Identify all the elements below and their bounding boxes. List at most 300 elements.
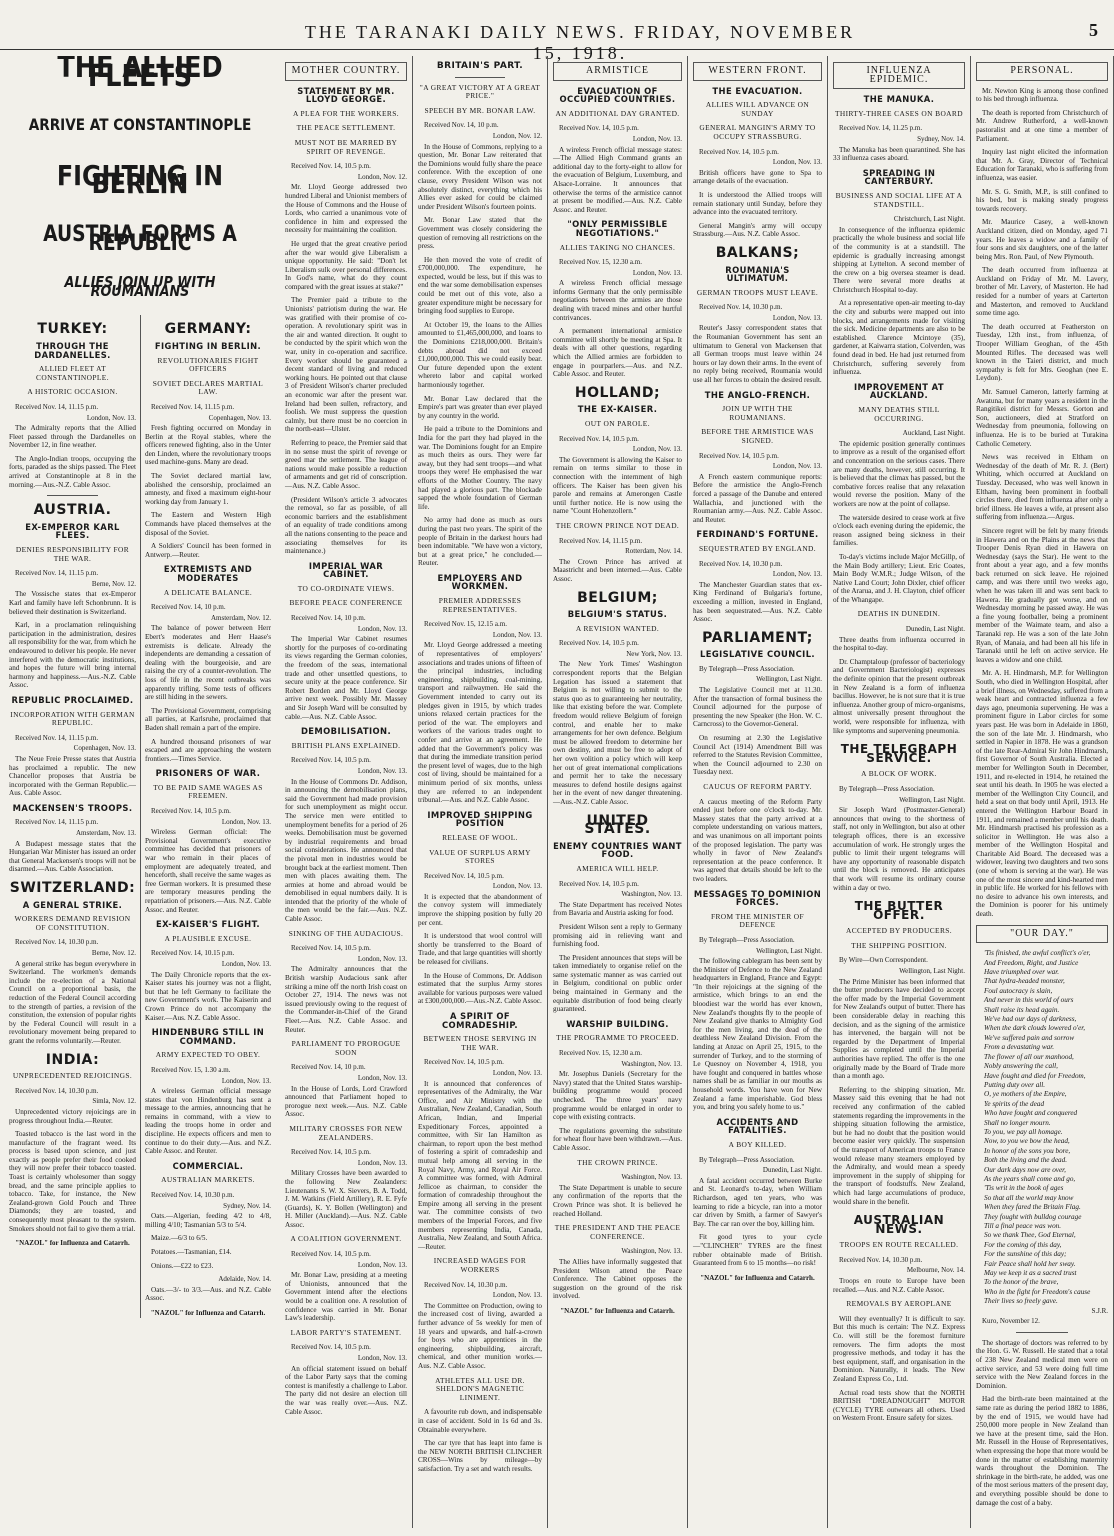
dateline: Sydney, Nov. 14. bbox=[223, 1201, 271, 1210]
kicker: REMOVALS BY AEROPLANE bbox=[846, 1299, 952, 1309]
kicker: CAUCUS OF REFORM PARTY. bbox=[703, 782, 812, 791]
article-paragraph: The State Department has received Notes from Bavaria and Austria asking for food. bbox=[553, 900, 682, 918]
received-line: Received Nov. 14, 10.5 p.m. bbox=[291, 756, 371, 765]
article-paragraph: British officers have gone to Spa to arrange details of the evacuation. bbox=[693, 168, 822, 186]
dateline: London, Nov. 13. bbox=[492, 1068, 542, 1077]
divider bbox=[47, 495, 98, 496]
article-paragraph: A general strike has begun everywhere in Switzerland. The workmen's demands include the re-election of a National Council on a proportional basis, the reduction of the Federal Council according to the strength of parties, a revision of the constitution, the extension of popular rights by the Federal Council will result in a revolutionary movement being prepared to grant the reforms voluntarily.—Reuter. bbox=[9, 959, 136, 1045]
dateline: Wellington, Last Night. bbox=[899, 967, 965, 976]
article-paragraph: The President announces that steps will be taken immediately to organise relief on the same systematic manner as was carried out in Belgium, conditional on public order being maintained in Germany and the equitable distribution of food being clearly guaranteed. bbox=[553, 953, 682, 1014]
received-line: Received Nov. 14, 11.25 p.m. bbox=[839, 124, 923, 133]
kicker: SINKING OF THE AUDACIOUS. bbox=[288, 928, 404, 938]
article-paragraph: The Government is allowing the Kaiser to remain on terms similar to those in connection with the internment of high officers. The Kaiser has been given his parole and remains at Amerongen Castle until further notice. He is now using the name "Count Hohenzollern." bbox=[553, 455, 682, 516]
section-holland: HOLLAND; bbox=[574, 384, 661, 401]
column-western-front bbox=[688, 56, 828, 1528]
received-line: Received Nov. 14, 10.30 p.m. bbox=[699, 303, 783, 312]
received-line: Received Nov. 14, 10.5 p.m. bbox=[291, 1250, 371, 1259]
received-line: Received Nov. 15, 1.30 a.m. bbox=[151, 1065, 231, 1074]
kicker: RELEASE OF WOOL. bbox=[442, 832, 518, 842]
kicker: THE EX-KAISER. bbox=[577, 404, 658, 415]
kicker: THE PROGRAMME TO PROCEED. bbox=[556, 1033, 679, 1043]
kicker: THE CROWN PRINCE. bbox=[577, 1157, 658, 1167]
kicker: THE MANUKA. bbox=[863, 94, 935, 105]
kicker: IMPERIAL WAR CABINET. bbox=[308, 560, 384, 580]
kicker: THE EVACUATION. bbox=[712, 85, 803, 96]
dateline: Berne, Nov. 12. bbox=[91, 949, 136, 957]
article-paragraph: A permanent international armistice committee will shortly be meeting at Spa. It deals with all other questions, regarding which the Allied armies are forbidden to engage in pourparlers.—Aus. and N.Z. Cable Assoc. and Reuter. bbox=[553, 327, 682, 379]
received-line: Received Nov. 14, 10.30 p.m. bbox=[15, 1086, 99, 1095]
received-line: Received Nov. 14, 10.5 p.m. bbox=[291, 944, 371, 953]
received-line: Received Nov. 14, 10.5 p.m. bbox=[291, 162, 371, 171]
article-paragraph: The Allies have informally suggested that President Wilson attend the Peace Conference. The Cabinet opposes the suggestion on the ground of the risk involved. bbox=[553, 1257, 682, 1301]
received-line: Received Nov. 14, 10 p.m. bbox=[151, 603, 226, 612]
received-line: Received Nov. 14, 10.30 p.m. bbox=[151, 1191, 235, 1200]
article-paragraph: Mr. Josephus Daniels (Secretary for the Navy) stated that the United States warship-building programme would proceed unchecked. The three years' navy programme would be enlarged in order to cope with existing contracts. bbox=[553, 1070, 682, 1122]
article-paragraph: In the House of Commons, Dr. Addison estimated that the surplus Army stores available for various purposes were valued at £300,000,000.—Aus.-N.Z. Cable Assoc. bbox=[418, 971, 542, 1006]
received-line: Received Nov. 14, 10.5 p.m. bbox=[559, 879, 639, 888]
section-parliament: PARLIAMENT; bbox=[702, 629, 813, 646]
personal-item: Inquiry last night elicited the information that Mr. A. Gray, Director of Technical Education for Taranaki, who is suffering from influenza, was easier. bbox=[976, 148, 1108, 182]
kicker: DEATHS IN DUNEDIN. bbox=[857, 609, 941, 619]
kicker: IMPROVED SHIPPING POSITION bbox=[427, 809, 533, 829]
dateline: Copenhagen, Nov. 13. bbox=[73, 744, 136, 753]
dateline: Dunedin, Last Night. bbox=[762, 1166, 822, 1175]
column-war-news bbox=[0, 56, 280, 1528]
kicker: MILITARY CROSSES FOR NEW ZEALANDERS. bbox=[289, 1123, 403, 1142]
byline: By Telegraph—Press Association. bbox=[699, 935, 795, 944]
headline-berlin: FIGHTING IN BERLIN bbox=[56, 158, 224, 201]
kicker: EXTREMISTS AND MODERATES bbox=[163, 564, 253, 583]
personal-item: The death occurred from influenza at Auckland on Friday of Mr. M. Lavery, brother of Mr. Lavery, of Masterton. He had resided for a number of years at Carterton and Masterton, and removed to Auckland some time ago. bbox=[976, 266, 1108, 318]
kicker: PREMIER ADDRESSES REPRESENTATIVES. bbox=[438, 596, 522, 614]
advertisement-nazol: "NAZOL" for Influenza and Catarrh. bbox=[560, 1306, 675, 1315]
column-split bbox=[5, 315, 275, 1317]
poem-signature: S.J.R. bbox=[1091, 1306, 1108, 1315]
section-mother-country: MOTHER COUNTRY. bbox=[285, 62, 407, 81]
article-paragraph: A fatal accident occurred between Burke and St. Leonard's to-day, when William Richardson, aged ten years, who was learning to ride a bicycle, ran into a motor car driven by Smith, a farmer of Sawyer's Bay. The car ran over the boy, killing him. bbox=[693, 1176, 822, 1228]
article-paragraph: Referring to the shipping situation, Mr. Massey said this evening that he had not received any confirmation of the cabled statements regarding the improvements in the shipping situation following the armistice, but he had no doubt that the position would become easier very quickly. The suspension of the transport of American troops to France would release many steamers employed by the Admiralty, and would mean a speedy improvement in the supply of shipping for the transport of foodstuffs. New Zealand, which had large accumulations of produce, would share in the benefit. bbox=[833, 1085, 965, 1206]
kicker: UNPRECEDENTED REJOICINGS. bbox=[12, 1071, 133, 1081]
article-paragraph: The Committee on Production, owing to the increased cost of living, awarded a further advance of 5s weekly for men of 18 years and upwards, and half-a-crown for boys who are apprentices in the engineering, shipbuilding, aircraft, chemical, and other munition works.—Aus. N.Z. Cable Assoc. bbox=[418, 1301, 542, 1370]
column-mother-country bbox=[280, 56, 413, 1528]
received-line: Received Nov. 14, 10.30 p.m. bbox=[15, 938, 99, 947]
dateline: Auckland, Last Night. bbox=[902, 429, 965, 438]
kicker: A COALITION GOVERNMENT. bbox=[290, 1234, 402, 1244]
kicker: SEQUESTRATED BY ENGLAND. bbox=[698, 543, 817, 553]
personal-item: Had the birth-rate been maintained at the same rate as during the period 1882 to 1886, by the end of 1915, we would have had 250,000 more people in New Zealand than we have at the present time, said the Hon. Mr. Russell in the House of Representatives, when expressing the hope that more would be done in the matter of establishing maternity wards throughout the Dominion. The shrinkage in the birth-rate, he added, was one of the most serious matters of the present day, and everything possible should be done to damage the cost of a baby. bbox=[976, 1395, 1108, 1507]
kicker: ATHLETES ALL USE DR. SHELDON'S MAGNETIC LINIMENT. bbox=[435, 1375, 525, 1402]
dateline: Amsterdam, Nov. 13. bbox=[75, 829, 136, 838]
headline-roumanians: ALLIES JOIN UP WITH ROUMANIANS bbox=[64, 273, 216, 300]
kicker: SPREADING IN CANTERBURY. bbox=[862, 167, 936, 187]
article-paragraph: The Premier paid a tribute to the Unionists' patriotism during the war. He was gratified with their promise of co-operation. A revolutionary spirit was in the air and wanted direction. It ought to be conducted by the spirit which won the war, unity in co-operation and sacrifice. Every worker should be guaranteed a decent standard of living and reduced working hours. He pointed out that clause 3 of President Wilson's charter precluded an economic war after the present war. Ireland had been sullen, refractory, and foolish. We must suppress the question calmly, but there must be no coercion in the north-east—Ulster. bbox=[285, 296, 407, 434]
dateline: Christchurch, Last Night. bbox=[893, 215, 965, 224]
dateline: London, Nov. 13. bbox=[492, 630, 542, 639]
dateline: London, Nov. 13. bbox=[357, 766, 407, 775]
article-paragraph: A Budapest message states that the Hungarian War Minister has issued an order that General Mackensen's troops will not be disarmed.—Aus. Cable Association. bbox=[9, 839, 136, 874]
dateline: Dunedin, Last Night. bbox=[905, 625, 965, 634]
article-paragraph: A Soldiers' Council has been formed in Antwerp.—Reuter. bbox=[145, 542, 271, 559]
received-line: Received Nov. 15, 12.30 a.m. bbox=[559, 258, 642, 267]
dateline: London, Nov. 12. bbox=[357, 172, 407, 181]
article-paragraph: The Provisional Government, comprising all parties, at Karlsruhe, proclaimed that Baden shall remain a part of the empire. bbox=[145, 706, 271, 732]
kicker: BUSINESS AND SOCIAL LIFE AT A STANDSTILL. bbox=[835, 190, 963, 209]
article-paragraph: (President Wilson's article 3 advocates the removal, so far as possible, of all economic barriers and the establishment of an equality of trade conditions among all the nations consenting to the peace and associating themselves for its maintenance.) bbox=[285, 495, 407, 556]
article-paragraph: The Manchester Guardian states that ex-King Ferdinand of Bulgaria's fortune, exceeding a million, invested in England, has been sequestrated.—Aus. N.Z. Cable Assoc. bbox=[693, 580, 822, 624]
kicker: LABOR PARTY'S STATEMENT. bbox=[290, 1327, 402, 1337]
article-paragraph: Mr. Bonar Law stated that the Government was closely considering the question of removing all restrictions on the press. bbox=[418, 216, 542, 251]
article-paragraph: Reuter's Jassy correspondent states that the Roumanian Government has sent an ultimatum to General von Mackensen that all German troops must leave within 24 hours or lay down their arms. In the event of no reply being received, Roumania would use all her forces to obtain the desired result. bbox=[693, 324, 822, 385]
received-line: Received Nov. 14, 10 p.m. bbox=[291, 614, 366, 623]
dateline: London, Nov. 13. bbox=[221, 959, 271, 968]
received-line: Received Nov. 14, 10.30 p.m. bbox=[839, 1255, 923, 1264]
article-paragraph: Referring to peace, the Premier said that in no sense must the spirit of revenge or greed mar the settlement. The league of nations would make possible a reduction of armaments and get rid of conscription.—Aus. N.Z. Cable Assoc. bbox=[285, 438, 407, 490]
market-line: Potatoes.—Tasmanian, £14. bbox=[151, 1248, 232, 1256]
personal-item: The death is reported from Christchurch of Mr. Andrew Rutherford, a well-known pastoralist and at one time a member of Parliament. bbox=[976, 108, 1108, 143]
page-number: 5 bbox=[1089, 20, 1098, 40]
article-paragraph: Mr. Bonar Law declared that the Empire's part was greater than ever played by any country in the world. bbox=[418, 394, 542, 420]
received-line: Received Nov. 14, 11.15 p.m. bbox=[15, 733, 99, 742]
section-western-front: WESTERN FRONT. bbox=[693, 62, 822, 81]
market-line: Onions.—£22 to £23. bbox=[151, 1261, 214, 1270]
market-line: Maize.—6/3 to 6/5. bbox=[151, 1234, 208, 1243]
section-australian-news: AUSTRALIAN NEWS. bbox=[853, 1213, 945, 1236]
received-line: Received Nov. 14, 10.30 p.m. bbox=[699, 559, 783, 568]
article-paragraph: Dr. Champtaloup (professor of bacteriology and Government Bacteriologist) expresses the definite opinion that the present outbreak in New Zealand is a form of influenza bacillus. However, he is not sure that it is true influenza. Another group of micro-organisms, almost universally present throughout the world, were responsible for influenza, with like symptoms and supervening pneumonia. bbox=[833, 657, 966, 735]
article-paragraph: The Anglo-Indian troops, occupying the forts, paraded as the ships passed. The Fleet arrived at Constantinople at 8 in the morning.—Aus.-N.Z. Cable Assoc. bbox=[9, 454, 136, 489]
article-paragraph: The Crown Prince has arrived at Maastricht and been interned.—Aus. Cable Assoc. bbox=[553, 557, 682, 583]
received-line: Received Nov. 14, 11.15 p.m. bbox=[15, 818, 99, 827]
section-switzerland: SWITZERLAND: bbox=[9, 880, 136, 897]
dateline: Rotterdam, Nov. 14. bbox=[625, 547, 682, 556]
section-india: INDIA: bbox=[45, 1051, 100, 1068]
kicker: A GENERAL STRIKE. bbox=[22, 899, 123, 910]
kicker: EX-EMPEROR KARL FLEES. bbox=[25, 521, 120, 541]
article-paragraph: Fresh fighting occurred on Monday in Berlin at the Royal stables, where the officers renewed fighting, also in the Unter den Linden, where the revolutionary troops used machine-guns. Many are dead. bbox=[145, 424, 271, 467]
personal-item: Mr. A. H. Hindmarsh, M.P. for Wellington South, who died in Wellington Hospital, after a brief illness, on Wednesday, suffered from a weak heart and contracted influenza a few days ago, pneumonia supervening. He was a prominent figure in Labor circles for some years past. He was born in Adelaide in 1860, the son of the late Mr. J. Hindmarsh, who settled in Napier in 1878. He was a grandson of the late Rear-Admiral Sir John Hindmarsh, first Governor of South Australia. Elected a member for Wellington South in December, 1911, and re-elected in 1914, he retained the seat until his death. In 1905 he was elected a member of the Wellington City Council, and held a seat on that body until April, 1913. He entered the Wellington Harbour Board in 1911, and remained a member until his death. Mr. Hindmarsh practised his profession as a solicitor in Wellington. He was also a member of the Wellington Hospital and Charitable Aid Board. The deceased was a widower, leaving two daughters and two sons (one of whom is serving at the war). He was one of the most sincere and kind-hearted men in public life. He worked for his fellows with no desire to advance his own interests, and the Dominion is poorer for his untimely death. bbox=[976, 669, 1108, 919]
kicker: REPUBLIC PROCLAIMED. bbox=[11, 694, 134, 705]
dateline: London, Nov. 13. bbox=[357, 1158, 407, 1167]
kicker: THE ANGLO-FRENCH. bbox=[704, 389, 811, 400]
article-paragraph: Unprecedented victory rejoicings are in progress throughout India.—Reuter. bbox=[9, 1107, 136, 1125]
kicker: MESSAGES TO DOMINION FORCES. bbox=[693, 888, 822, 908]
kicker: A BLOCK OF WORK. bbox=[861, 769, 937, 779]
dateline: London, Nov. 13. bbox=[492, 1291, 542, 1300]
kicker: AN ADDITIONAL DAY GRANTED. bbox=[555, 108, 680, 118]
received-line: Received Nov. 15, 12.15 a.m. bbox=[424, 620, 507, 629]
dateline: New York, Nov. 13. bbox=[626, 649, 682, 658]
article-paragraph: A wireless French official message states:—The Allied High Command grants an additional day to the forty-eight to allow for the evacuation of Belgium, Luxemburg, and Alsace-Lorraine. It announces that otherwise the terms of the armistice cannot at present be modified.—Aus. N.Z. Cable Assoc. and Reuter. bbox=[553, 145, 682, 214]
received-line: Received Nov. 14, 10.5 p.m. bbox=[559, 434, 639, 443]
article-paragraph: It is understood that wool control will shortly be transferred to the Board of Trade, and that large quantities will shortly be released for civilians. bbox=[418, 932, 542, 967]
market-line: Oats.—3/- to 3/3.—Aus. and N.Z. Cable Assoc. bbox=[145, 1285, 271, 1303]
article-paragraph: The Admiralty announces that the British warship Audacious sank after striking a mine off the north Irish coast on October 27, 1914. The news was not issued previously owing to the request of the Commander-in-Chief of the Grand Fleet.—Aus. N.Z. Cable Assoc. and Reuter. bbox=[285, 965, 407, 1034]
article-paragraph: A wireless German official message states that von Hindenburg has sent a message to the armies, announcing that he remains in command, with a view to leading the troops home in order and discipline. He expects officers and men to continue to do their duty.—Aus. and N.Z. Cable Assoc. and Reuter. bbox=[145, 1087, 271, 1156]
headline-constantinople: ARRIVE AT CONSTANTINOPLE bbox=[28, 115, 252, 135]
dateline: London, Nov. 13. bbox=[221, 1076, 271, 1085]
personal-item: The death occurred at Featherston on Tuesday, 12th inst., from influenza, of Trooper William Geoghan, of the 45th Mounted Rifles. The deceased was well known in the Taieri district, and much sympathy is felt for Mrs. Geoghan (nee E. Leydon). bbox=[976, 322, 1108, 383]
received-line: Received Nov. 14, 10.30 p.m. bbox=[424, 1280, 508, 1289]
kicker: AUSTRALIAN MARKETS. bbox=[161, 1175, 255, 1185]
received-line: Received Nov. 14, 10 p.m. bbox=[424, 121, 499, 130]
newspaper-title: THE TARANAKI DAILY NEWS. FRIDAY, NOVEMBER 15, 1918. bbox=[304, 22, 856, 63]
kicker: BEFORE THE ARMISTICE WAS SIGNED. bbox=[701, 427, 814, 445]
kicker: BELGIUM'S STATUS. bbox=[567, 609, 668, 620]
kicker: GERMAN TROOPS MUST LEAVE. bbox=[696, 287, 819, 297]
article-paragraph: To-day's victims include Major McGillp, of the Main Body artillery; Lieut. Eric Coates, Main Body W.M.R.; Judge Wilson, of the Native Land Court; John Dixler, chief officer of the Ararua, and J. H. Clayton, chief officer of the Whangape. bbox=[833, 552, 965, 604]
kicker: TROOPS EN ROUTE RECALLED. bbox=[839, 1240, 959, 1250]
personal-item: News was received in Eltham on Wednesday of the death of Mr. R. J. (Bert) Whiting, which occurred at Auckland on Tuesday. Deceased, who was well known in Eltham, having been prominent in football circles there, died from influenza after only a brief illness. He leaves a wife, at present also suffering from influenza.—Argus. bbox=[976, 453, 1108, 522]
received-line: Received Nov. 14, 10.5 p.m. bbox=[424, 1058, 504, 1067]
dateline: London, Nov. 13. bbox=[772, 313, 822, 322]
article-paragraph: It is expected that the abandonment of the convoy system will immediately improve the shipping position by fully 20 per cent. bbox=[418, 892, 542, 927]
kicker: IMPROVEMENT AT AUCKLAND. bbox=[854, 381, 944, 401]
article-paragraph: The Imperial War Cabinet resumes shortly for the purposes of co-ordinating its views regarding the German colonies, the freedom of the seas, international trade and other unsettled questions, to secure unity at the peace conference. Sir Robert Borden and Mr. Lloyd George arrive next week. Possibly Mr. Massey and Sir Joseph Ward will be consulted by cable.—Aus. N.Z. Cable Assoc. bbox=[285, 635, 407, 721]
kicker: SOVIET DECLARES MARTIAL LAW. bbox=[152, 378, 264, 397]
article-paragraph: Troops en route to Europe have been recalled.—Aus. and N.Z. Cable Assoc. bbox=[833, 1277, 965, 1294]
kicker: INCORPORATION WITH GERMAN REPUBLIC. bbox=[10, 709, 135, 728]
dateline: London, Nov. 13. bbox=[357, 624, 407, 633]
kicker: AMERICA WILL HELP. bbox=[576, 863, 659, 873]
article-paragraph: Mr. Lloyd George addressed two hundred Liberal and Unionist members of the House of Commons and the House of Lords, who carried a unanimous vote of confidence in him and expressed the necessity for maintaining the coalition. bbox=[285, 183, 407, 235]
column-armistice bbox=[548, 56, 688, 1528]
article-paragraph: The regulations governing the substitute for wheat flour have been withdrawn.—Aus. Cable Assoc. bbox=[553, 1126, 682, 1152]
dateline: London, Nov. 13. bbox=[221, 817, 271, 826]
kicker: A HISTORIC OCCASION. bbox=[27, 387, 118, 397]
received-line: Received Nov. 14, 11.15 p.m. bbox=[151, 402, 235, 411]
received-line: Received Nov. 14, 10 p.m. bbox=[291, 1063, 366, 1072]
kicker: ALLIED FLEET AT CONSTANTINOPLE. bbox=[36, 364, 109, 382]
market-line: Oats.—Algerian, feeding 4/2 to 4/8, milling 4/10; Tasmanian 5/3 to 5/4. bbox=[145, 1212, 271, 1229]
column-personal bbox=[971, 56, 1114, 1528]
received-line: Received Nov. 14, 10.5 p.m. bbox=[559, 639, 639, 648]
dateline: Wellington, Last Night. bbox=[899, 795, 965, 804]
article-paragraph: Three deaths from influenza occurred in the hospital to-day. bbox=[833, 635, 965, 653]
section-belgium: BELGIUM; bbox=[577, 589, 658, 606]
kicker: INCREASED WAGES FOR WORKERS bbox=[433, 1256, 527, 1275]
article-paragraph: He urged that the great creative period after the war would give Liberalism a unique opportunity. He said: "Don't let Liberalism sulk over personal differences. In God's name, what do they count compared with the great issues at stake?" bbox=[285, 239, 407, 291]
article-paragraph: At October 19, the loans to the Allies amounted to £1,465,000,000, and loans to the Dominions £218,000,000. Britain's debts abroad did not exceed £1,000,000,000. This we could easily bear. Our future depended upon the extent whereto labor and capital worked harmoniously together. bbox=[418, 320, 542, 389]
article-paragraph: The Neue Freie Presse states that Austria has proclaimed a republic. The new Chancellor proposes that Austria be incorporated with the German Republic.—Aus. Cable Assoc. bbox=[9, 754, 136, 798]
dateline: Washington, Nov. 13. bbox=[621, 1173, 682, 1182]
kicker: THIRTY-THREE CASES ON BOARD bbox=[835, 108, 963, 118]
byline: By Telegraph—Press Association. bbox=[699, 664, 795, 673]
kicker: REVOLUTIONARIES FIGHT OFFICERS bbox=[157, 355, 259, 374]
kicker: FROM THE MINISTER OF DEFENCE bbox=[710, 911, 805, 930]
poem-title: "OUR DAY." bbox=[976, 925, 1108, 944]
article-paragraph: General Mangin's army will occupy Strassburg.—Aus. N.Z. Cable Assoc. bbox=[693, 221, 822, 239]
dateline: London, Nov. 13. bbox=[632, 268, 682, 277]
article-paragraph: The Soviet declared martial law, abolished the censorship, proclaimed an amnesty, and fixed a maximum eight-hour working day from January 1. bbox=[145, 472, 271, 506]
article-paragraph: At a representative open-air meeting to-day the city and suburbs were mapped out into blocks, and arrangements made for visiting the sick. Medicine departments are also to be established. Clarence Mcintoye (35), gardener, at Kaiwarra station, Colverden, was found dead in bed. He had just returned from Christchurch, suffering severely from influenza. bbox=[833, 299, 965, 377]
dateline: Melbourne, Nov. 14. bbox=[906, 1266, 965, 1275]
section-united-states: UNITED STATES. bbox=[584, 812, 651, 838]
section-telegraph: THE TELEGRAPH SERVICE. bbox=[840, 742, 958, 765]
section-britains-part: BRITAIN'S PART. bbox=[436, 61, 524, 71]
kicker: A PLEA FOR THE WORKERS. bbox=[292, 108, 400, 118]
headline-allied-fleets: THE ALLIED FLEETS bbox=[57, 56, 223, 94]
kicker: "ONLY PERMISSIBLE NEGOTIATIONS." bbox=[567, 219, 668, 238]
column-influenza bbox=[828, 56, 971, 1528]
kicker: A DELICATE BALANCE. bbox=[163, 587, 253, 597]
article-paragraph: In the House of Lords, Lord Crawford announced that Parliament hoped to prorogue next week.—Aus. N.Z. Cable Assoc. bbox=[285, 1084, 407, 1119]
kicker: LEGISLATIVE COUNCIL. bbox=[699, 649, 816, 660]
dateline: London, Nov. 13. bbox=[86, 413, 136, 422]
personal-item: Sincere regret will be felt by many friends in Hawera and on the Plains at the news that Trooper Denis Ryan died in Hawera on Wednesday (says the Star). He went to the front about a year ago, and a few months back returned on sick leave. He rejoined camp, and was there until two weeks ago, when he was taken ill and was sent back to Hawera. He gradually got worse, and on Wednesday morning he passed away. He was a fine young footballer, being a prominent member of the Waimate team, and also a Taranaki rep. He was a son of the late John Ryan, of Manaia, and had been all his life in Taranaki until he left on active service. He leaves a widow and one child. bbox=[976, 526, 1108, 664]
advertisement-text: A favourite rub down, and indispensable in case of accident. Sold in 1s 6d and 3s. Obtainable everywhere. bbox=[418, 1408, 542, 1434]
kicker: EX-KAISER'S FLIGHT. bbox=[155, 919, 261, 930]
kicker: OUT ON PAROLE. bbox=[585, 419, 650, 428]
kicker: DENIES RESPONSIBILITY FOR THE WAR. bbox=[15, 545, 130, 563]
article-paragraph: It is announced that conferences of representatives of the Admiralty, the War Office, and Air Ministry with the Australian, New Zealand, Canadian, South African, Indian, and Imperial Expeditionary Forces, appointed a committee, with Sir Ian Hamilton as chairman, to report upon the best method of fostering a spirit of comradeship and mutual help among all serving in the Royal Navy, Army, and Royal Air Force. A committee was formed, with Admiral Jellicoe as chairman, to consider the formation of comradeship throughout the Empire among all serving in the present war. The committee consists of two members of the Imperial Forces, and five members representing India, Canada, Australia, New Zealand, and South Africa.—Reuter. bbox=[418, 1079, 542, 1251]
section-germany: GERMANY: bbox=[164, 321, 252, 338]
article-paragraph: Karl, in a proclamation relinquishing participation in the administration, desires all responsibility for the war, from which he endeavoured to deliver his people. He never interfered with the democratic institutions, and hopes the future will bring internal harmony and happiness.—Aus.-N.Z. Cable Assoc. bbox=[9, 621, 136, 690]
kicker: FIGHTING IN BERLIN. bbox=[154, 340, 262, 351]
received-line: Received Nov. 14, 10.5 p.m. bbox=[151, 807, 231, 816]
article-paragraph: The epidemic position generally continues to improve as a result of the organised effort and concentration on the serious cases. There are many deaths, however, still occurring. It is believed that the climax has passed, but the combative forces realise that any relaxation would reverse the position. Many of the workers are now at the point of collapse. bbox=[833, 439, 965, 508]
article-paragraph: The Daily Chronicle reports that the ex-Kaiser states his journey was not a flight, but that he left Germany to facilitate the new Government's work. The Kaiserin and Crown Prince do not accompany the Kaiser.—Aus. N.Z. Cable Assoc. bbox=[145, 970, 271, 1022]
dateline: London, Nov. 13. bbox=[357, 1354, 407, 1362]
article-paragraph: The Manuka has been quarantined. She has 33 influenza cases aboard. bbox=[833, 145, 965, 163]
article-paragraph: The State Department is unable to secure any confirmation of the reports that the Crown Prince was shot. It is believed he reached Holland. bbox=[553, 1183, 682, 1218]
advertisement-text: Toasted tobacco is the last word in the manufacture of the fragrant weed. Its process is based upon science, and just exactly as people prefer their food cooked they will now prefer their tobacco toasted. Toast is certainly wholesomer than soggy bread, and the same principle applies to tobacco. Take, for instance, the New Zealand-grown Gold Pouch and Three Diamonds; they are toasted, and consequently most pleasant to the system. Smokers should not fail to give them a trial. bbox=[9, 1130, 136, 1233]
article-paragraph: Mr. Lloyd George addressed a meeting of representatives of employers' associations and trades unions of fifteen of the principal industries, including engineering, shipbuilding, coal-mining, transport and railwaymen. He said the Government intended to carry out its pledges given in 1915, by which trades unions relaxed certain practices for the period of the war. The employers and workers of the various trades ought to confer and arrive at an agreement. He added that the Government's policy was that during the immediate transition period the present level of wages, due to the high cost of living, should be maintained for a minimum period of six months, unless they are referred to an independent tribunal.—Aus. and N.Z. Cable Assoc. bbox=[418, 641, 542, 805]
article-paragraph: A wireless French official message informs Germany that the only permissible negotiations between the armies are those dealing with traced mines and other hurtful contrivances. bbox=[553, 279, 682, 322]
received-line: Received Nov. 14, 10.15 p.m. bbox=[151, 949, 235, 958]
poem-place: Kuro, November 12. bbox=[982, 1317, 1040, 1326]
dateline: Adelaide, Nov. 14. bbox=[218, 1275, 271, 1284]
dateline: Copenhagen, Nov. 13. bbox=[208, 413, 271, 422]
article-paragraph: Wireless German official: The Provisional Government's executive committee has decided that prisoners of war who remain in their places of employment are adequately treated, and henceforth, shall receive the same wages as free German workers. It is presumed these are temporary measures pending the repatriation of prisoners.—Aus. N.Z. Cable Assoc. and Reuter. bbox=[145, 828, 271, 914]
dateline: Washington, Nov. 13. bbox=[621, 890, 682, 899]
article-paragraph: The Legislative Council met at 11.30. After the transaction of formal business the Council adjourned for the purpose of presenting the new Speaker (the Hon. W. C. Carncross) to the Governor-General. bbox=[693, 686, 822, 729]
kicker: MACKENSEN'S TROOPS. bbox=[12, 802, 133, 813]
received-line: Received Nov. 14, 10.5 p.m. bbox=[559, 124, 639, 133]
advertisement-nazol: "NAZOL" for Influenza and Catarrh. bbox=[700, 1273, 815, 1282]
article-paragraph: Sir Joseph Ward (Postmaster-General) announces that owing to the shortness of staff, not only in Wellington, but also at other telegraph offices, there is an excessive accumulation of work. He strongly urges the public to limit their urgent telegrams will have any opportunity of reasonable dispatch until the block is removed. He anticipates that work will resume its ordinary course within a day or two. bbox=[833, 806, 965, 892]
dateline: London, Nov. 13. bbox=[492, 882, 542, 891]
article-paragraph: In consequence of the influenza epidemic practically the whole business and social life of the community is at a standstill. The epidemic is gradually increasing amongst shipping at Lyttelton. A second member of the crew on a big oversea steamer is dead. There were several more deaths at Christchurch Hospital to-day. bbox=[833, 225, 965, 294]
dateline: Sydney, Nov. 14. bbox=[917, 134, 965, 143]
kicker: SPEECH BY MR. BONAR LAW. bbox=[424, 105, 536, 115]
received-line: Received Nov. 14, 10.5 p.m. bbox=[291, 1343, 371, 1352]
dateline: London, Nov. 13. bbox=[357, 954, 407, 963]
received-line: Received Nov. 14, 10.5 p.m. bbox=[424, 871, 504, 880]
personal-item: Mr. S. G. Smith, M.P., is still confined to his bed, but is making steady progress towards recovery. bbox=[976, 187, 1108, 213]
kicker: A PLAUSIBLE EXCUSE. bbox=[164, 933, 252, 943]
subcolumn-right bbox=[140, 315, 275, 1317]
received-line: Received Nov. 14, 10.5 p.m. bbox=[699, 451, 779, 460]
kicker: STATEMENT BY MR. LLOYD GEORGE. bbox=[297, 85, 395, 105]
kicker: EMPLOYERS AND WORKMEN. bbox=[437, 572, 523, 592]
kicker: FERDINAND'S FORTUNE. bbox=[696, 529, 819, 540]
kicker: JOIN UP WITH THE ROUMANIANS. bbox=[722, 404, 793, 422]
advertisement-nazol: "NAZOL" for Influenza and Catarrh. bbox=[15, 1239, 130, 1248]
article-paragraph: In the House of Commons, replying to a question, Mr. Bonar Law reiterated that the Dominions would fully share the peace conference. With the exception of one clause, every President Wilson was not absolutely distinct, everything which his Allies ever asked for could be claimed under President Wilson's fourteen points. bbox=[418, 142, 542, 211]
dateline: London, Nov. 13. bbox=[772, 462, 822, 471]
article-paragraph: On resuming at 2.30 the Legislative Council Act (1914) Amendment Bill was referred to the Statutes Revision Committee, when the Council adjourned to 2.30 on Tuesday next. bbox=[693, 734, 822, 777]
article-paragraph: The Admiralty reports that the Allied Fleet passed through the Dardanelles on November 12, in fine weather. bbox=[9, 424, 136, 450]
kicker: TO BE PAID SAME WAGES AS FREEMEN. bbox=[153, 782, 263, 801]
poem-body: 'Tis finished, the awful conflict's o'er, And Freedom, Right, and Justice Have triumphed over war. That hydra-headed monster, Foul autocracy is slain, And never in this world of ours Shall raise its head again. We've had our days of darkness, When the dark clouds lowered o'er, We've suffered pain and sorrow From a devastating war. The flower of all our manhood, Nobly answering the call, Have fought and died for Freedom, Putting duty over all. O, ye mothers of the Empire, Ye spirits of the dead Who have fought and conquered Shall no longer mourn. To you, we pay all homage. Now, to you we bow the head, In honor of the sons you bore, Both the living and the dead. Our dark days now are over, As the years shall come and go, 'Tis writ in the book of ages So that all the world may know When they fared the Britain Flag. They fought with bulldog courage Till a final peace was won. So we thank Thee, God Eternal, For the coming of this day, For the sunshine of this day; Fair Peace shall hold her sway. May we keep it as a sacred trust To the honor of the brave, Who in the fight for Freedom's cause Their lives so freely gave. bbox=[984, 949, 1091, 1306]
article-paragraph: A hundred thousand prisoners of war escaped and are approaching the western frontiers.—Times Service. bbox=[145, 737, 271, 763]
dateline: London, Nov. 13. bbox=[772, 158, 822, 167]
article-paragraph: He paid a tribute to the Dominions and India for the part they had played in the war. The Dominions fought for an Empire as much theirs as ours. They were far away, but they had sent troops—and what troops they were! He emphasised the war efforts of the Mother Country. The navy had played a glorious part. The blockade sapped the whole foundation of German life. bbox=[418, 425, 542, 511]
kicker: ALLIES TAKING NO CHANCES. bbox=[559, 242, 676, 252]
dateline: London, Nov. 13. bbox=[357, 1260, 407, 1269]
kicker: TO CO-ORDINATE VIEWS. bbox=[297, 583, 395, 593]
article-paragraph: The waterside desired to cease work at five o'clock each evening during the epidemic, the reason assigned being sickness in their families. bbox=[833, 513, 965, 548]
kicker: ACCIDENTS AND FATALITIES. bbox=[716, 1116, 799, 1136]
article-paragraph: A caucus meeting of the Reform Party ended just before one o'clock to-day. Mr. Massey states that the party arrived at a complete understanding on various matters, and was unanimous on all important points of the proposed legislation. The party was wholly in favor of New Zealand's representation at the peace conference. It was agreed that details should be left to the two leaders. bbox=[693, 797, 822, 883]
section-austria: AUSTRIA. bbox=[33, 502, 112, 519]
received-line: Received Nov. 14, 11.15 p.m. bbox=[15, 402, 99, 411]
kicker: ACCEPTED BY PRODUCERS. bbox=[845, 926, 953, 936]
advertisement-text: Fit good tyres to your cycle—"CLINCHER" TYRES are the finest rubber obtainable made of British. Guaranteed from 6 to 15 months—no risk! bbox=[693, 1233, 822, 1268]
kicker: EVACUATION OF OCCUPIED COUNTRIES. bbox=[559, 85, 676, 105]
kicker: HINDENBURG STILL IN COMMAND. bbox=[151, 1027, 265, 1046]
personal-item: Mr. Samuel Cameron, latterly farming at Awatuna, but for many years a resident in the Rangitikei district for Messrs. Gorton and Son, auctioneers, died at Stratford on Wednesday from pneumonia, following on influenza. He is to be buried at Turakina Catholic Cemetery. bbox=[976, 388, 1108, 448]
kicker: THROUGH THE DARDANELLES. bbox=[34, 340, 111, 360]
article-paragraph: The Prime Minister has been informed that the butter producers have decided to accept the offer made by the Imperial Government for New Zealand's output of butter. There has been considerable delay in reaching this decision, and as the signing of the armistice has intervened, the bargain will not be regarded by the Department of Imperial Supplies as completed until the Imperial authorities have replied. The offer is the one originally made by the Board of Trade more than a month ago. bbox=[833, 977, 965, 1081]
dateline: London, Nov. 13. bbox=[357, 1073, 407, 1082]
personal-item: The shortage of doctors was referred to by the Hon. G. W. Russell. He stated that a total of 238 New Zealand medical men were on active service, and 53 were doing full time service with the New Zealand forces in the Dominion. bbox=[976, 1338, 1108, 1390]
kicker: A SPIRIT OF COMRADESHIP. bbox=[442, 1011, 518, 1030]
kicker: GENERAL MANGIN'S ARMY TO OCCUPY STRASSBURG. bbox=[699, 123, 816, 141]
article-paragraph: The New York Times' Washington correspondent reports that the Belgian Legation has issued a statement that Belgium is not willing to submit to the status quo as to guaranteeing her neutrality, like that existing before the war. Complete freedom would relieve Belgium of foreign control, and enable her to make arrangements for her own defence. Belgium must be allowed freedom to determine her own destiny, and must be free to adopt of her own volition a policy which will keep her out of great international complications and permit her to take the necessary measures to defend hostile designs against her in the event of new danger threatening.—Aus.-N.Z. Cable Assoc. bbox=[553, 660, 682, 806]
kicker: "A GREAT VICTORY AT A GREAT PRICE." bbox=[419, 82, 541, 101]
article-paragraph: He then moved the vote of credit of £700,000,000. The expenditure, he expected, would be less, but if this was to end the war some demobilisation expenses could be met out of this vote, also a greater expenditure might be necessary for bringing food supplies to Europe. bbox=[418, 255, 542, 316]
dateline: London, Nov. 13. bbox=[632, 445, 682, 454]
article-paragraph: Military Crosses have been awarded to the following New Zealanders: Lieutenants S. W. X. Sievers, B. A. Todd, J. M. Watkins (Field Artillery), R. E. Fyfe (Guards), K. Y. Bollen (Wellington) and H. Miller (Auckland).—Aus. N.Z. Cable Assoc. bbox=[285, 1169, 407, 1229]
article-paragraph: The Vossische states that ex-Emperor Karl and family have left Schonbrunn. It is believed their destination is Switzerland. bbox=[9, 590, 136, 616]
byline: By Wire—Own Correspondent. bbox=[839, 956, 928, 965]
article-paragraph: In the House of Commons Dr. Addison, in announcing the demobilisation plans, said the Government had made provision for such unemployment as might occur. The service men were entitled to unemployment benefits for a period of 26 weeks. Demobilisation must be governed by industrial requirements and broad social considerations. He announced that the pivotal men in industries would be brought back at the earliest moment. Then men with places awaiting them. The armies at home and abroad would be demobilised in equal numbers daily. It is intended that the priority of the whole of the men would be the fair.—Aus. N.Z. Cable Assoc. bbox=[285, 777, 407, 924]
dateline: Wellington, Last Night. bbox=[756, 675, 822, 684]
kicker: BEFORE PEACE CONFERENCE bbox=[289, 598, 403, 608]
divider bbox=[1016, 1332, 1069, 1333]
personal-item: Mr. Newton King is among those confined to his bed through influenza. bbox=[976, 86, 1108, 104]
section-influenza: INFLUENZA EPIDEMIC. bbox=[833, 62, 965, 89]
divider bbox=[455, 77, 505, 78]
received-line: Received Nov. 15, 12.30 a.m. bbox=[559, 1049, 642, 1058]
article-paragraph: It is understood the Allied troops will remain stationary until Sunday, before they advance into the evacuated territory. bbox=[693, 190, 822, 217]
headline-austria: AUSTRIA FORMS A REPUBLIC bbox=[43, 221, 237, 256]
advertisement-text: Actual road tests show that the NORTH BRITISH "DREADNOUGHT" MOTOR (CYCLE) TYRE outwears all others. Used on Western Front. Ensure safety for sizes. bbox=[833, 1388, 965, 1423]
received-line: Received Nov. 14, 10.5 p.m. bbox=[699, 147, 779, 156]
subcolumn-left bbox=[5, 315, 140, 1317]
kicker: PRISONERS OF WAR. bbox=[155, 768, 261, 779]
byline: By Telegraph—Press Association. bbox=[699, 1155, 795, 1164]
kicker: WARSHIP BUILDING. bbox=[566, 1018, 669, 1029]
received-line: Received Nov. 14, 11.15 p.m. bbox=[559, 536, 643, 545]
article-paragraph: No army had done as much as ours during the past two years. The spirit of the people of Britain in the darkest hours had been indomitable. "We have won a victory, but at a great price," he concluded.—Reuter. bbox=[418, 516, 542, 568]
received-line: Received Nov. 14, 11.15 p.m. bbox=[15, 569, 99, 578]
kicker: THE PEACE SETTLEMENT. bbox=[296, 123, 396, 133]
article-paragraph: An official statement issued on behalf of the Labor Party says that the coming contest is manifestly a challenge to Labor. The party did not desire an election till the war was really over.—Aus. N.Z. Cable Assoc. bbox=[285, 1364, 407, 1416]
kicker: DEMOBILISATION. bbox=[300, 726, 392, 737]
kicker: THE CROWN PRINCE NOT DEAD. bbox=[555, 520, 680, 530]
article-paragraph: President Wilson sent a reply to Germany promising aid in relieving want and furnishing food. bbox=[553, 922, 682, 949]
byline: By Telegraph—Press Association. bbox=[839, 784, 935, 793]
advertisement-nazol: "NAZOL" for Influenza and Catarrh. bbox=[150, 1308, 266, 1317]
kicker: PARLIAMENT TO PROROGUE SOON bbox=[291, 1039, 401, 1057]
advertisement-text: The car tyre that has leapt into fame is the NEW NORTH BRITISH CLINCHER CROSS—Wins by mileage—by satisfaction. Try a set and watch results. bbox=[418, 1439, 542, 1473]
dateline: London, Nov. 13. bbox=[632, 134, 682, 143]
kicker: ARMY EXPECTED TO OBEY. bbox=[155, 1050, 261, 1060]
dateline: Washington, Nov. 13. bbox=[621, 1059, 682, 1068]
dateline: Washington, Nov. 13. bbox=[621, 1247, 682, 1256]
